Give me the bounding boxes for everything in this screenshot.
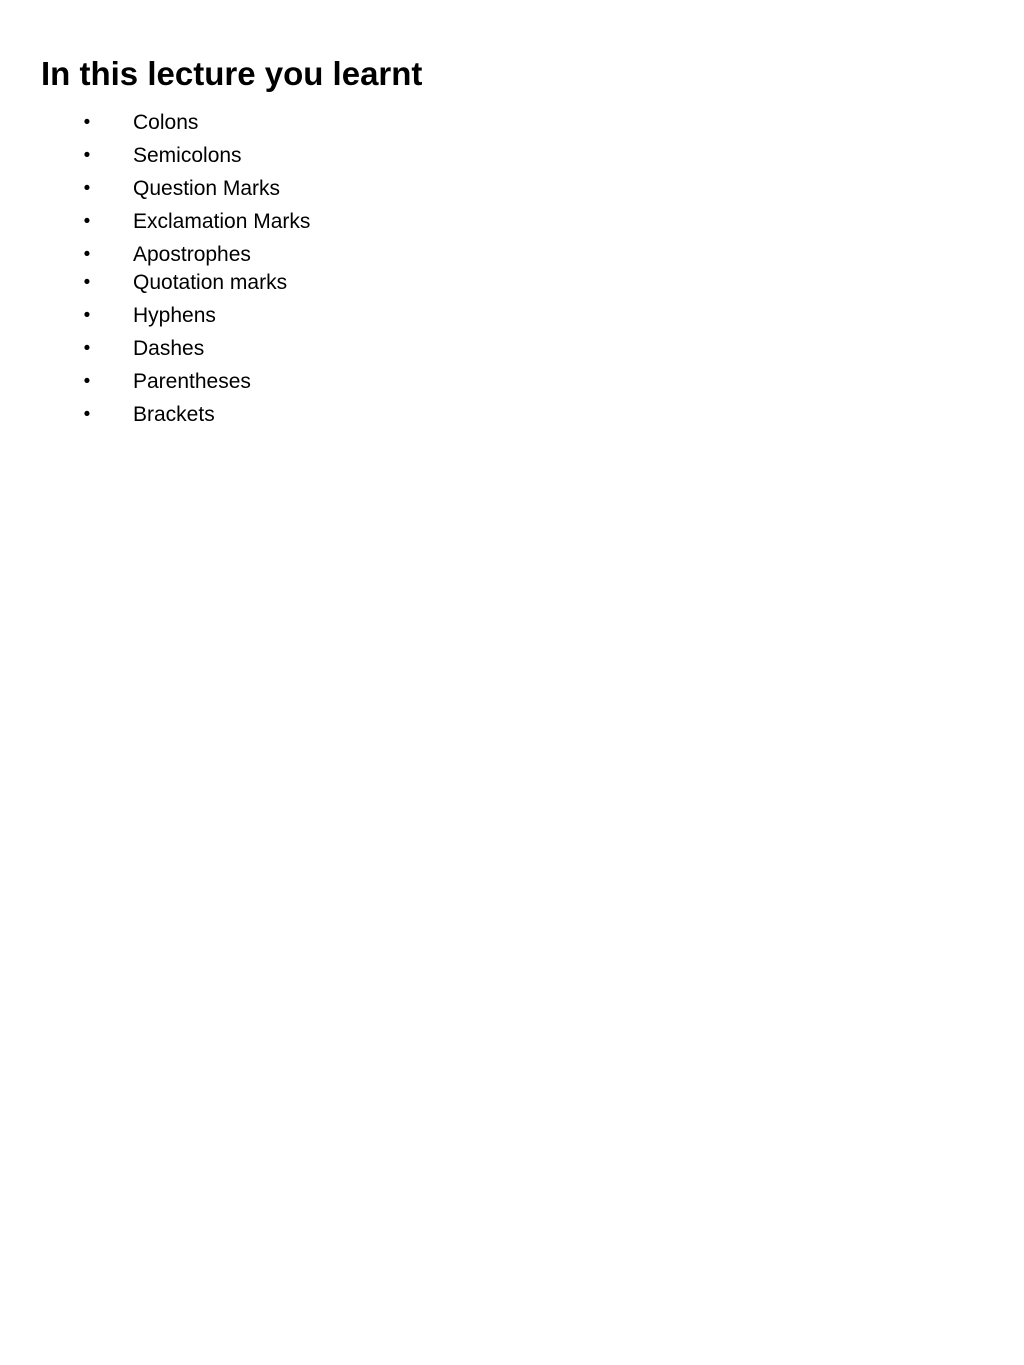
- list-item-label: Exclamation Marks: [133, 210, 311, 233]
- bullet-icon: •: [83, 178, 91, 199]
- list-item-apostrophes: [0, 241, 600, 269]
- list-item-label: Colons: [133, 111, 199, 134]
- list-item-quotation-marks: [0, 269, 600, 297]
- list-item-label: Brackets: [133, 403, 215, 426]
- list-item-question-marks: [0, 175, 600, 203]
- bullet-icon: •: [83, 244, 91, 265]
- list-item-label: Dashes: [133, 337, 205, 360]
- list-item-label: Apostrophes: [133, 243, 251, 266]
- bullet-icon: •: [83, 371, 91, 392]
- list-item-colons: [0, 109, 600, 137]
- page-title: In this lecture you learnt: [41, 55, 423, 92]
- list-item-label: Semicolons: [133, 144, 242, 167]
- list-item-brackets: [0, 401, 600, 429]
- bullet-icon: •: [83, 211, 91, 232]
- list-item-parentheses: [0, 368, 600, 396]
- list-item-label: Question Marks: [133, 177, 281, 200]
- bullet-icon: •: [83, 272, 91, 293]
- list-item-label: Quotation marks: [133, 271, 288, 294]
- bullet-icon: •: [83, 338, 91, 359]
- list-item-exclamation-marks: [0, 208, 600, 236]
- list-item-hyphens: [0, 302, 600, 330]
- list-item-dashes: [0, 335, 600, 363]
- list-item-semicolons: [0, 142, 600, 170]
- bullet-icon: •: [83, 112, 91, 133]
- list-item-label: Parentheses: [133, 370, 251, 393]
- list-item-label: Hyphens: [133, 304, 216, 327]
- bullet-icon: •: [83, 305, 91, 326]
- bullet-icon: •: [83, 145, 91, 166]
- bullet-icon: •: [83, 404, 91, 425]
